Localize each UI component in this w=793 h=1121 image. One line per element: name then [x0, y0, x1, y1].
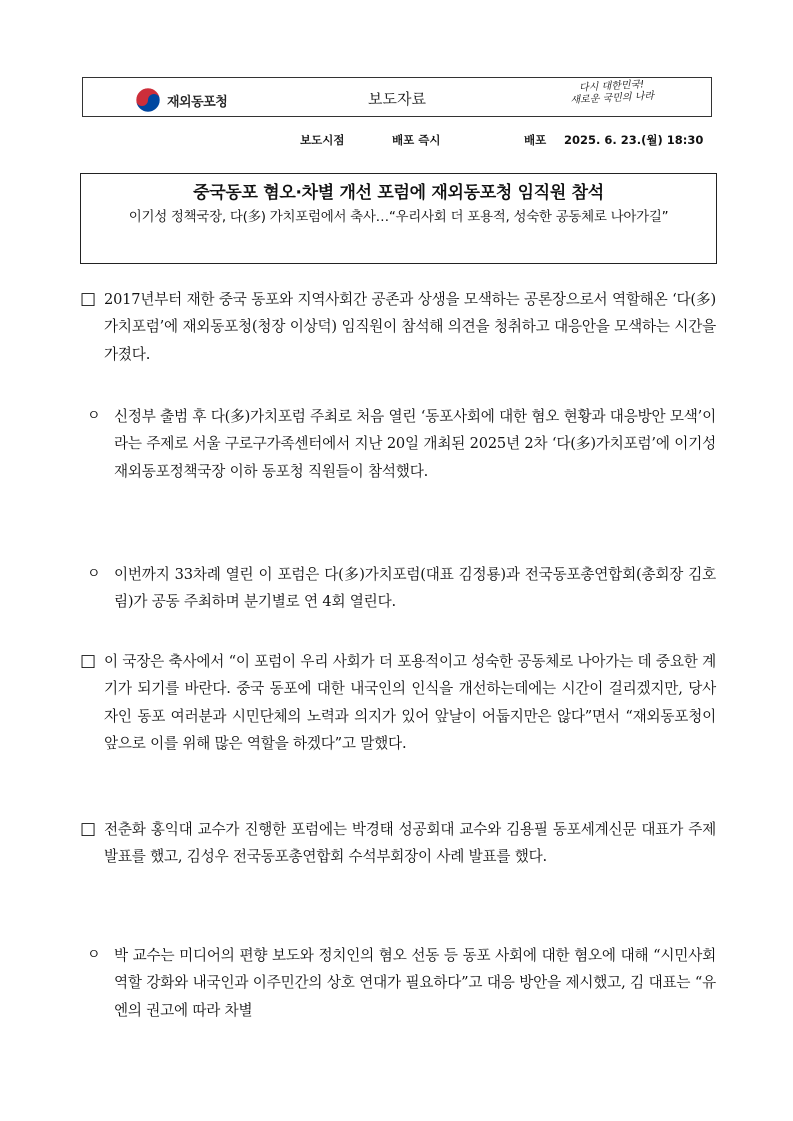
paragraph-text: 2017년부터 재한 중국 동포와 지역사회간 공존과 상생을 모색하는 공론장으로서 역할해온 ‘다(多)가치포럼’에 재외동포청(청장 이상덕) 임직원이 참석해 의견을 청취하고 대응안을 모색하는 시간을 가졌다.: [104, 291, 716, 363]
main-title: 중국동포 혐오·차별 개선 포럼에 재외동포청 임직원 참석: [193, 183, 604, 203]
agency-name: 재외동포청: [167, 94, 228, 110]
square-bullet: □: [80, 819, 96, 839]
paragraph-1: [80, 286, 716, 368]
title-box: [80, 173, 717, 264]
paragraph-4: [80, 648, 716, 757]
paragraph-2: [87, 403, 716, 485]
paragraph-text: 이 국장은 축사에서 “이 포럼이 우리 사회가 더 포용적이고 성숙한 공동체로 나아가는 데 중요한 계기가 되기를 바란다. 중국 동포에 대한 내국인의 인식을 개선하는데에는 시간이 걸리겠지만, 당사자인 동포 여러분과 시민단체의 노력과 의지가 있어 앞날이 어둡지만은 않다”면서 “재외동포청이 앞으로 이를 위해 많은 역할을 하겠다”고 말했다.: [104, 653, 716, 752]
circle-bullet: ㅇ: [87, 408, 101, 424]
circle-bullet: ㅇ: [87, 947, 101, 963]
paragraph-text: 신정부 출범 후 다(多)가치포럼 주최로 처음 열린 ‘동포사회에 대한 혐오 현황과 대응방안 모색’이라는 주제로 서울 구로구가족센터에서 지난 20일 개최된 2025년 2차 ‘다(多)가치포럼’에 이기성 재외동포정책국장 이하 동포청 직원들이 참석했다.: [114, 408, 716, 480]
paragraph-text: 박 교수는 미디어의 편향 보도와 정치인의 혐오 선동 등 동포 사회에 대한 혐오에 대해 “시민사회 역할 강화와 내국인과 이주민간의 상호 연대가 필요하다”고 대응 방안을 제시했고, 김 대표는 “유엔의 권고에 따라 차별: [114, 947, 716, 1019]
distribution-label: 배포: [524, 133, 547, 147]
square-bullet: □: [80, 651, 96, 671]
slogan-line-2: 새로운 국민의 나라: [570, 90, 655, 107]
release-time-value: 배포 즉시: [392, 133, 441, 147]
distribution-value: 2025. 6. 23.(월) 18:30: [564, 133, 704, 147]
sub-title: 이기성 정책국장, 다(多) 가치포럼에서 축사…“우리사회 더 포용적, 성숙한 공동체로 나아가길”: [128, 209, 669, 225]
paragraph-text: 전춘화 홍익대 교수가 진행한 포럼에는 박경태 성공회대 교수와 김용필 동포세계신문 대표가 주제발표를 했고, 김성우 전국동포총연합회 수석부회장이 사례 발표를 했다.: [104, 821, 716, 866]
release-info: [82, 132, 712, 150]
paragraph-text: 이번까지 33차례 열린 이 포럼은 다(多)가치포럼(대표 김정룡)과 전국동포총연합회(총회장 김호림)가 공동 주최하며 분기별로 연 4회 열린다.: [114, 566, 716, 611]
square-bullet: □: [80, 289, 96, 309]
paragraph-5: [80, 816, 716, 871]
slogan-line-1: 다시 대한민국!: [578, 79, 645, 94]
circle-bullet: ㅇ: [87, 566, 101, 582]
doc-type: 보도자료: [368, 90, 426, 108]
header-box: [82, 77, 712, 117]
paragraph-3: [87, 561, 716, 616]
paragraph-6: [87, 942, 716, 1024]
release-time-label: 보도시점: [300, 133, 345, 147]
